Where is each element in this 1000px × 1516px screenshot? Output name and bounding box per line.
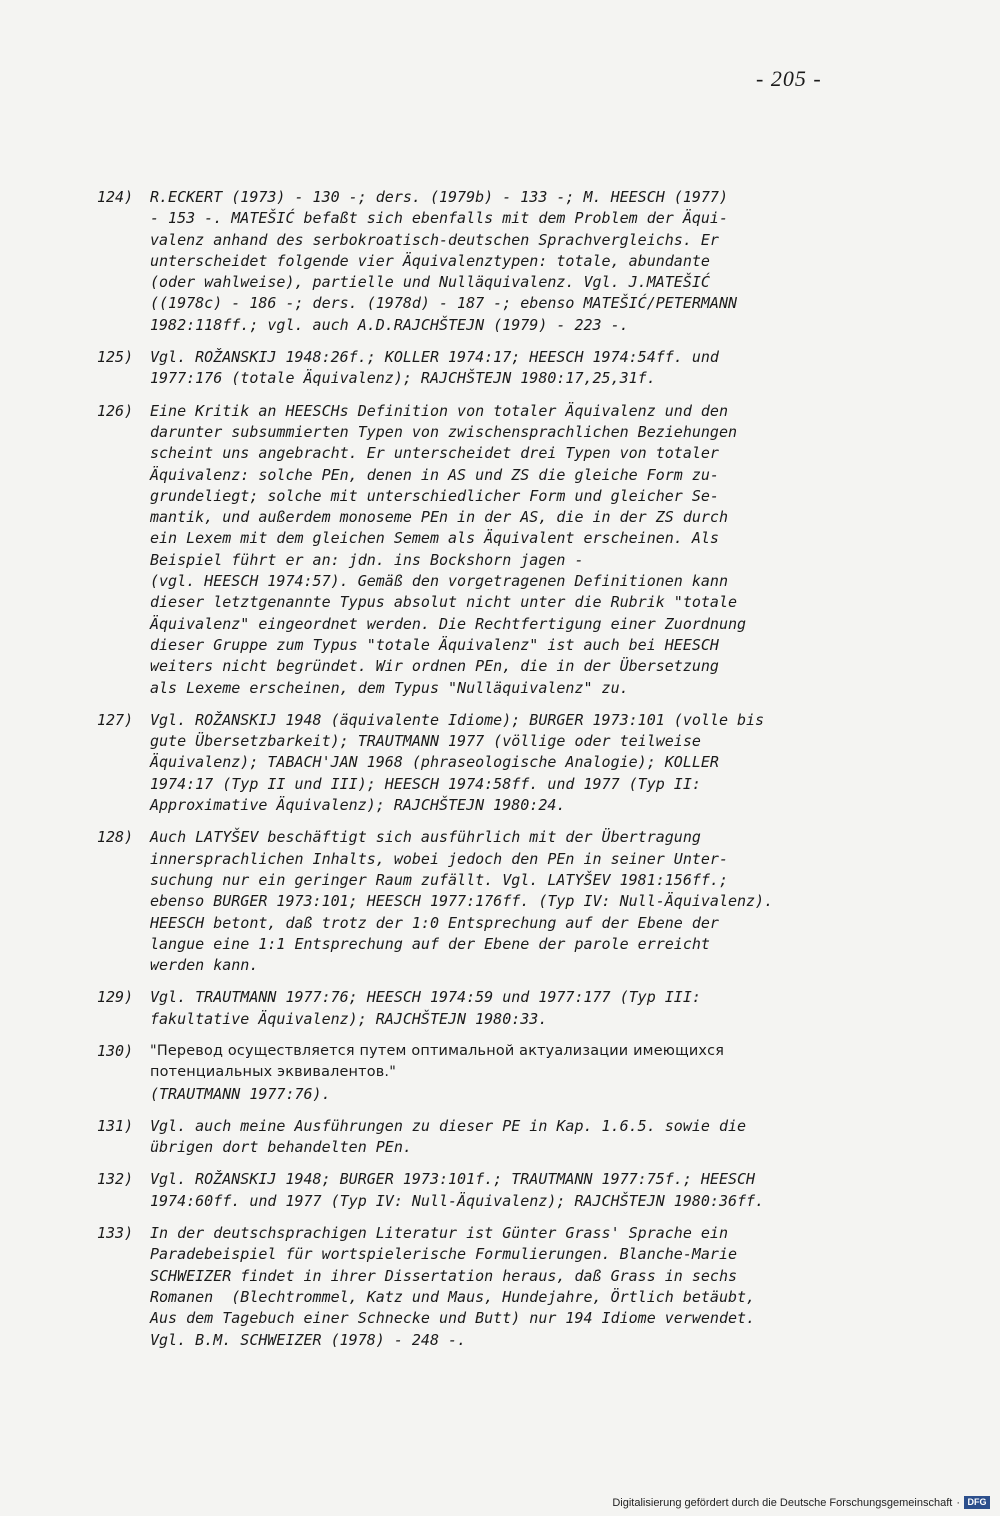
text-line: "Перевод осуществляется путем оптимальной актуализации имеющихся [150,1042,725,1059]
text-line: потенциальных эквивалентов." [150,1064,397,1081]
footnotes [97,187,897,1362]
text-line: 1977:176 (totale Äquivalenz); RAJCHŠTEJN 1980:17,25,31f. [150,369,656,388]
page-number: - 205 - [756,66,822,91]
text-line: Äquivalenz: solche PEn, denen in AS und ZS die gleiche Form zu- [150,465,719,484]
digitization-credit: Digitalisierung gefördert durch die Deutsche Forschungsgemeinschaft · DFG [612,1496,990,1509]
footnote-text [150,710,897,816]
text-line: dieser letztgenannte Typus absolut nicht unter die Rubrik "totale [150,593,737,612]
text-line: Äquivalenz" eingeordnet werden. Die Rechtfertigung einer Zuordnung [150,614,747,633]
text-line: ein Lexem mit dem gleichen Semem als Äquivalent erscheinen. Als [150,529,719,548]
text-line: scheint uns angebracht. Er unterscheidet drei Typen von totaler [150,444,719,463]
footnote-text [150,827,897,976]
text-line: HEESCH betont, daß trotz der 1:0 Entsprechung auf der Ebene der [150,913,719,932]
text-line: als Lexeme erscheinen, dem Typus "Nulläquivalenz" zu. [150,678,629,697]
footnote-text [150,187,897,336]
footnote [97,987,897,1030]
text-line: gute Übersetzbarkeit); TRAUTMANN 1977 (völlige oder teilweise [150,732,701,751]
footnote-number: 129) [97,988,134,1007]
footnote-number: 124) [97,188,134,206]
text-line: valenz anhand des serbokroatisch-deutschen Sprachvergleichs. Er [150,230,719,249]
text-line: innersprachlichen Inhalts, wobei jedoch den PEn in seiner Unter- [150,849,728,868]
text-line: grundeliegt; solche mit unterschiedlicher Form und gleicher Se- [150,486,719,505]
footnote [97,1169,897,1212]
text-line: Äquivalenz); TABACH'JAN 1968 (phraseologische Analogie); KOLLER [150,753,719,772]
footnote [97,347,897,390]
text-line: Vgl. B.M. SCHWEIZER (1978) - 248 -. [150,1330,467,1349]
text-line: - 153 -. MATEŠIĆ befaßt sich ebenfalls mit dem Problem der Äqui- [150,209,728,228]
footnote-text [150,347,897,390]
footnote [97,1041,897,1105]
text-line: Vgl. TRAUTMANN 1977:76; HEESCH 1974:59 und 1977:177 (Typ III: [150,988,701,1007]
text-line: werden kann. [150,956,259,975]
text-line: ((1978c) - 186 -; ders. (1978d) - 187 -; ebenso MATEŠIĆ/PETERMANN [150,294,737,313]
footnote-number: 125) [97,348,134,367]
text-line: langue eine 1:1 Entsprechung auf der Ebene der parole erreicht [150,934,710,953]
text-line: Vgl. auch meine Ausführungen zu dieser PE in Kap. 1.6.5. sowie die [150,1116,747,1135]
credit-text: Digitalisierung gefördert durch die Deutsche Forschungsgemeinschaft [612,1496,953,1509]
footnote [97,1223,897,1351]
text-line: Beispiel führt er an: jdn. ins Bockshorn jagen - [150,550,584,569]
text-line: (vgl. HEESCH 1974:57). Gemäß den vorgetragenen Definitionen kann [150,572,728,591]
footnote [97,710,897,816]
footnote-number: 127) [97,710,134,729]
text-line: Vgl. ROŽANSKIJ 1948; BURGER 1973:101f.; TRAUTMANN 1977:75f.; HEESCH [150,1170,756,1189]
footnote-number: 133) [97,1224,134,1243]
footnote-text [150,1116,897,1159]
text-line: In der deutschsprachigen Literatur ist Günter Grass' Sprache ein [150,1224,728,1243]
footnote-text [150,1223,897,1351]
footnote-number: 130) [97,1041,134,1060]
text-line: R.ECKERT (1973) - 130 -; ders. (1979b) - 133 -; M. HEESCH (1977) [150,188,728,206]
text-line: 1974:60ff. und 1977 (Typ IV: Null-Äquivalenz); RAJCHŠTEJN 1980:36ff. [150,1191,765,1210]
footnote-number: 131) [97,1116,134,1135]
text-line: darunter subsummierten Typen von zwischensprachlichen Beziehungen [150,422,737,441]
text-line: Paradebeispiel für wortspielerische Formulierungen. Blanche-Marie [150,1245,737,1264]
footnote [97,401,897,699]
text-line: dieser Gruppe zum Typus "totale Äquivalenz" ist auch bei HEESCH [150,635,719,654]
text-line: Auch LATYŠEV beschäftigt sich ausführlich mit der Übertragung [150,828,701,847]
dfg-logo-icon: DFG [964,1496,990,1509]
text-line: Romanen (Blechtrommel, Katz und Maus, Hundejahre, Örtlich betäubt, [150,1287,756,1306]
text-line: mantik, und außerdem monoseme PEn in der AS, die in der ZS durch [150,508,728,527]
text-line: (TRAUTMANN 1977:76). [150,1084,331,1103]
text-line: SCHWEIZER findet in ihrer Dissertation heraus, daß Grass in sechs [150,1266,737,1285]
text-line: weiters nicht begründet. Wir ordnen PEn, die in der Übersetzung [150,657,719,676]
footnote-text [150,987,897,1030]
text-line: Aus dem Tagebuch einer Schnecke und Butt) nur 194 Idiome verwendet. [150,1309,756,1328]
footnote-text [150,1169,897,1212]
text-line: übrigen dort behandelten PEn. [150,1138,412,1157]
text-line: unterscheidet folgende vier Äquivalenztypen: totale, abundante [150,251,710,270]
text-line: Approximative Äquivalenz); RAJCHŠTEJN 1980:24. [150,796,566,815]
footnote-number: 132) [97,1170,134,1189]
text-line: (oder wahlweise), partielle und Nulläquivalenz. Vgl. J.MATEŠIĆ [150,273,710,292]
text-line: fakultative Äquivalenz); RAJCHŠTEJN 1980:33. [150,1009,548,1028]
text-line: ebenso BURGER 1973:101; HEESCH 1977:176ff. (Typ IV: Null-Äquivalenz). [150,892,774,911]
footnote-number: 128) [97,828,134,847]
footnote-number: 126) [97,401,134,420]
text-line: 1982:118ff.; vgl. auch A.D.RAJCHŠTEJN (1979) - 223 -. [150,315,629,334]
text-line: Eine Kritik an HEESCHs Definition von totaler Äquivalenz und den [150,401,728,420]
footnote [97,187,897,336]
text-line: 1974:17 (Typ II und III); HEESCH 1974:58ff. und 1977 (Typ II: [150,774,701,793]
text-line: Vgl. ROŽANSKIJ 1948 (äquivalente Idiome); BURGER 1973:101 (volle bis [150,710,765,729]
footnote [97,1116,897,1159]
footnote-text [150,401,897,699]
text-line: suchung nur ein geringer Raum zufällt. Vgl. LATYŠEV 1981:156ff.; [150,870,728,889]
footnote-text [150,1041,897,1105]
footnote [97,827,897,976]
text-line: Vgl. ROŽANSKIJ 1948:26f.; KOLLER 1974:17; HEESCH 1974:54ff. und [150,348,719,367]
